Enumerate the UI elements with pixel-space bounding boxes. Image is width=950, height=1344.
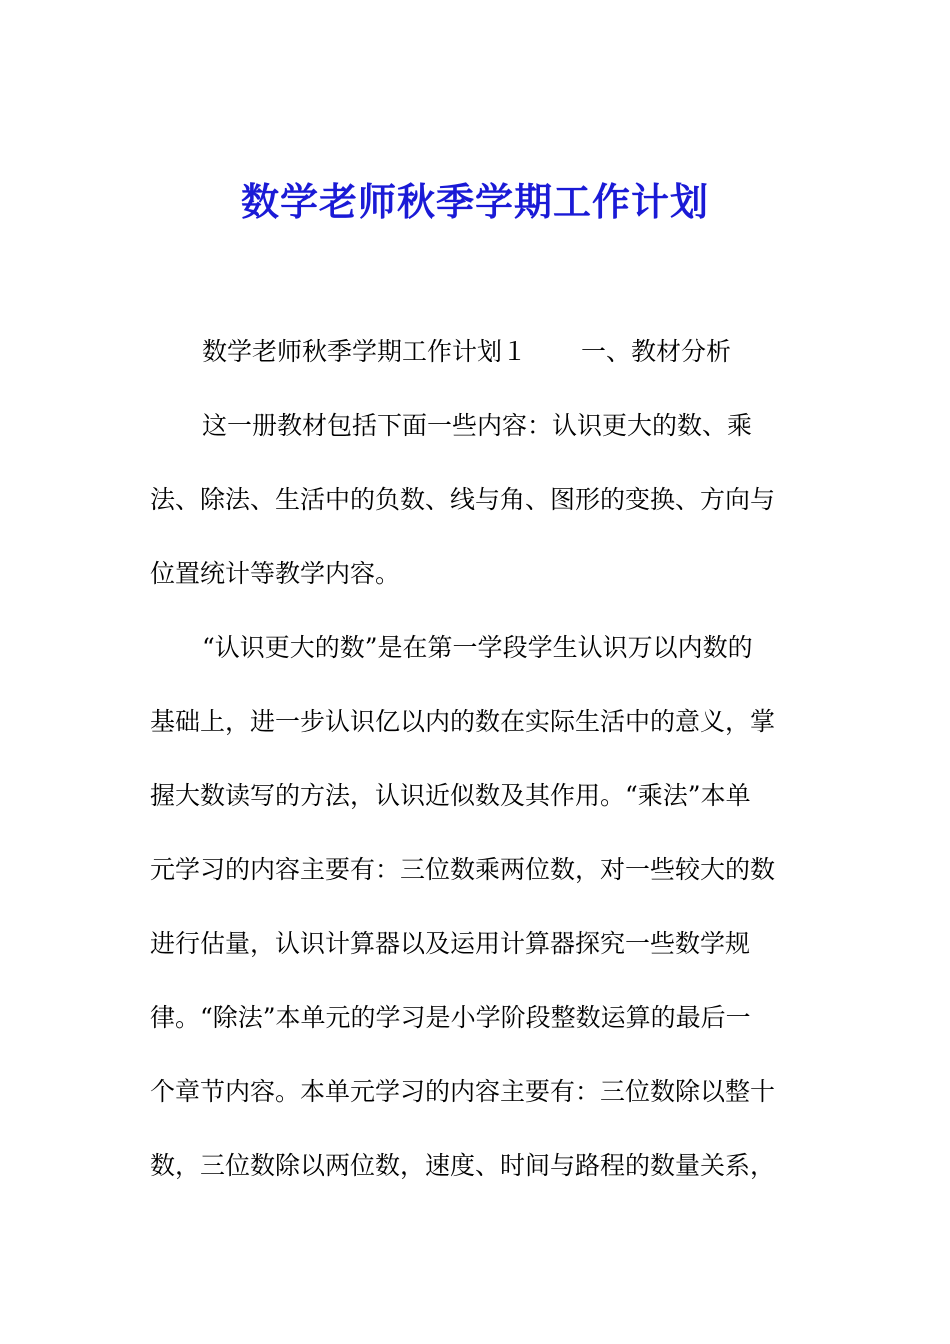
paragraph-line: 这一册教材包括下面一些内容：认识更大的数、乘 (202, 411, 753, 440)
document-body (150, 325, 790, 1213)
paragraph-line: 元学习的内容主要有：三位数乘两位数，对一些较大的数 (150, 855, 776, 884)
paragraph-line: 位置统计等教学内容。 (150, 559, 401, 588)
paragraph-line: 握大数读写的方法，认识近似数及其作用。“乘法”本单 (150, 781, 751, 810)
section-heading: 一、教材分析 (581, 337, 732, 366)
section-heading-line (150, 325, 790, 399)
paragraph-line: “认识更大的数”是在第一学段学生认识万以内数的 (202, 633, 753, 662)
paragraph-line: 基础上，进一步认识亿以内的数在实际生活中的意义，掌 (150, 707, 776, 736)
paragraph-line: 个章节内容。本单元学习的内容主要有：三位数除以整十 (150, 1077, 776, 1106)
paragraph-line: 数，三位数除以两位数，速度、时间与路程的数量关系， (150, 1151, 776, 1180)
paragraph-line: 进行估量，认识计算器以及运用计算器探究一些数学规 (150, 929, 751, 958)
document-title: 数学老师秋季学期工作计划 (240, 179, 709, 224)
plan-subtitle: 数学老师秋季学期工作计划１ (202, 337, 528, 366)
paragraph-line: 律。“除法”本单元的学习是小学阶段整数运算的最后一 (150, 1003, 751, 1032)
paragraph-line: 法、除法、生活中的负数、线与角、图形的变换、方向与 (150, 485, 776, 514)
